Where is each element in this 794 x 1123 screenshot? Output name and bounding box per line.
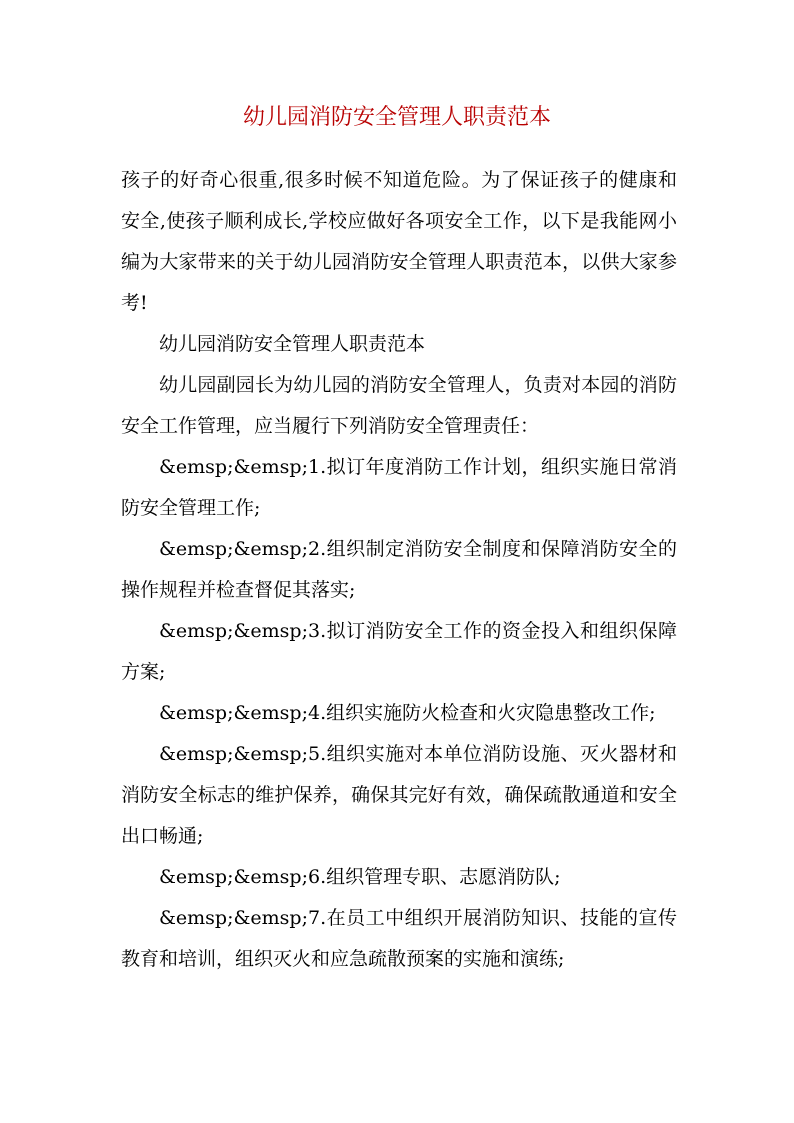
duty-item-7: &emsp;&emsp;7.在员工中组织开展消防知识、技能的宣传教育和培训，组织灭火和应急疏散预案的实施和演练;: [121, 907, 677, 970]
duty-item-5: &emsp;&emsp;5.组织实施对本单位消防设施、灭火器材和消防安全标志的维护保养，确保其完好有效，确保疏散通道和安全出口畅通;: [121, 743, 677, 847]
lead-paragraph: 幼儿园副园长为幼儿园的消防安全管理人，负责对本园的消防安全工作管理，应当履行下列消防安全管理责任：: [121, 374, 677, 437]
duty-item-3: &emsp;&emsp;3.拟订消防安全工作的资金投入和组织保障方案;: [121, 620, 677, 683]
duty-item-1: &emsp;&emsp;1.拟订年度消防工作计划，组织实施日常消防安全管理工作;: [121, 456, 677, 519]
document-body: [121, 160, 677, 980]
duty-item-6: &emsp;&emsp;6.组织管理专职、志愿消防队;: [159, 866, 561, 888]
section-subtitle: 幼儿园消防安全管理人职责范本: [159, 333, 426, 355]
duty-item-2: &emsp;&emsp;2.组织制定消防安全制度和保障消防安全的操作规程并检查督促其落实;: [121, 538, 677, 601]
duty-item-4: &emsp;&emsp;4.组织实施防火检查和火灾隐患整改工作;: [159, 702, 656, 724]
page-title: 幼儿园消防安全管理人职责范本: [242, 105, 551, 130]
intro-paragraph: 孩子的好奇心很重,很多时候不知道危险。为了保证孩子的健康和安全,使孩子顺利成长,学校应做好各项安全工作，以下是我能网小编为大家带来的关于幼儿园消防安全管理人职责范本，以供大家参考!: [121, 169, 677, 314]
